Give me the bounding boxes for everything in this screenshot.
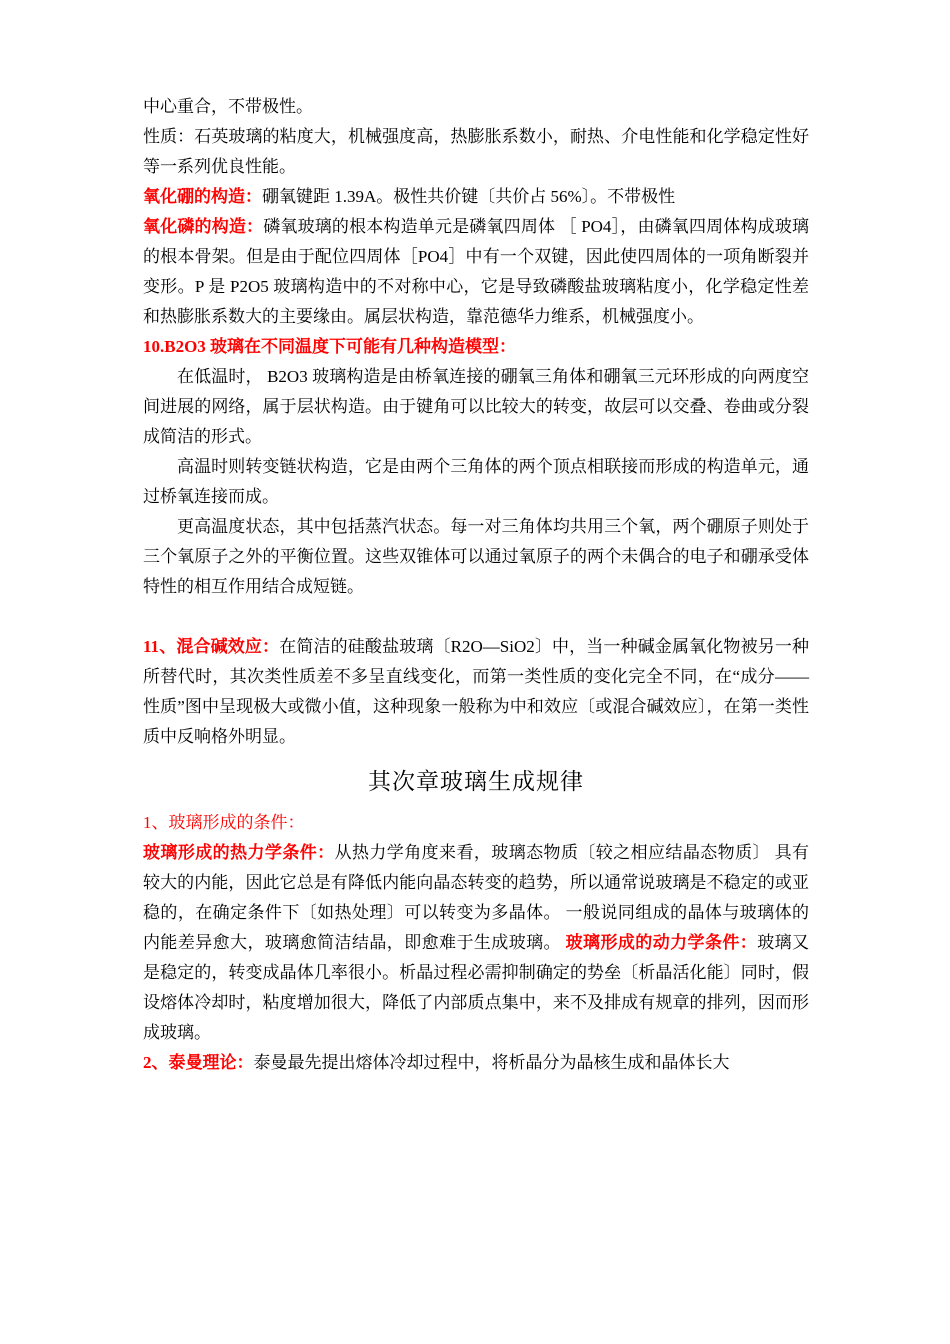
- text-run: 10.B2O3 玻璃在不同温度下可能有几种构造模型：: [143, 337, 517, 356]
- paragraph-high-temperature: [143, 452, 809, 512]
- text-run: 玻璃又是稳定的，转变成晶体几率很小。析晶过程必需抑制确定的势垒〔析晶活化能〕同时，假设熔体冷却时，粘度增加很大，降低了内部质点集中，来不及排成有规章的排列，因而形成玻璃。: [143, 933, 810, 1042]
- text-run: 性质：石英玻璃的粘度大，机械强度高，热膨胀系数小，耐热、介电性能和化学稳定性好等一系列优良性能。: [143, 127, 809, 176]
- text-run: 泰曼最先提出熔体冷却过程中，将析晶分为晶核生成和晶体长大: [253, 1053, 730, 1072]
- text-run: 氧化硼的构造：: [143, 187, 262, 206]
- paragraph-thermodynamic-kinetic-conditions: [143, 838, 809, 1048]
- paragraph-tammann-theory: [143, 1048, 809, 1078]
- text-run: 高温时则转变链状构造，它是由两个三角体的两个顶点相联接而形成的构造单元，通过桥氧连接而成。: [143, 457, 809, 506]
- paragraph-low-temperature: [143, 362, 809, 452]
- text-run: 11、混合碱效应：: [143, 637, 280, 656]
- text-run: 2、泰曼理论：: [143, 1053, 254, 1072]
- text-run: 其次章玻璃生成规律: [368, 769, 584, 794]
- document-body: [143, 92, 809, 1078]
- paragraph-phosphorus-oxide-structure: [143, 212, 809, 332]
- text-run: 玻璃形成的热力学条件：: [143, 843, 335, 862]
- paragraph-center-overlap: [143, 92, 809, 122]
- text-run: 硼氧键距 1.39A。极性共价键〔共价占 56%〕。不带极性: [262, 187, 676, 206]
- text-run: 玻璃形成的动力学条件：: [565, 933, 758, 952]
- text-run: 在简洁的硅酸盐玻璃〔R2O—SiO2〕中，当一种碱金属氧化物被另一种所替代时，其次类性质差不多呈直线变化，而第一类性质的变化完全不同，在“成分——性质”图中呈现极大或微小值，这种现象一般称为中和效应〔或混合碱效应〕，在第一类性质中反响格外明显。: [143, 637, 810, 746]
- paragraph-b2o3-models-title: [143, 332, 809, 362]
- text-run: 氧化磷的构造：: [143, 217, 264, 236]
- paragraph-glass-forming-conditions-title: [143, 808, 809, 838]
- text-run: 磷氧玻璃的根本构造单元是磷氧四周体 ［ PO4］，由磷氧四周体构成玻璃的根本骨架。但是由于配位四周体［PO4］中有一个双键，因此使四周体的一项角断裂并变形。P 是 P2O5 玻璃构造中的不对称中心，它是导致磷酸盐玻璃粘度小，化学稳定性差和热膨胀系数大的主要缘由。属层状构造，靠范德华力维系，机械强度小。: [143, 217, 810, 326]
- chapter-heading: [143, 766, 809, 798]
- paragraph-blank: [143, 602, 809, 632]
- text-run: 从热力学角度来看，玻璃态物质〔较之相应结晶态物质〕 具有较大的内能，因此它总是有降低内能向晶态转变的趋势，所以通常说玻璃是不稳定的或亚稳的，在确定条件下〔如热处理〕可以转变为多晶体。 一般说同组成的晶体与玻璃体的内能差异愈大，玻璃愈简洁结晶，即愈难于生成玻璃。: [143, 843, 810, 952]
- text-run: 更高温度状态，其中包括蒸汽状态。每一对三角体均共用三个氧，两个硼原子则处于三个氧原子之外的平衡位置。这些双锥体可以通过氧原子的两个未偶合的电子和硼承受体特性的相互作用结合成短链。: [143, 517, 809, 596]
- text-run: 中心重合，不带极性。: [143, 97, 313, 116]
- paragraph-quartz-properties: [143, 122, 809, 182]
- text-run: 在低温时， B2O3 玻璃构造是由桥氧连接的硼氧三角体和硼氧三元环形成的向两度空间进展的网络，属于层状构造。由于键角可以比较大的转变，故层可以交叠、卷曲或分裂成简洁的形式。: [143, 367, 809, 446]
- paragraph-mixed-alkali-effect: [143, 632, 809, 752]
- paragraph-higher-temperature: [143, 512, 809, 602]
- paragraph-boron-oxide-structure: [143, 182, 809, 212]
- text-run: 1、玻璃形成的条件：: [143, 813, 305, 832]
